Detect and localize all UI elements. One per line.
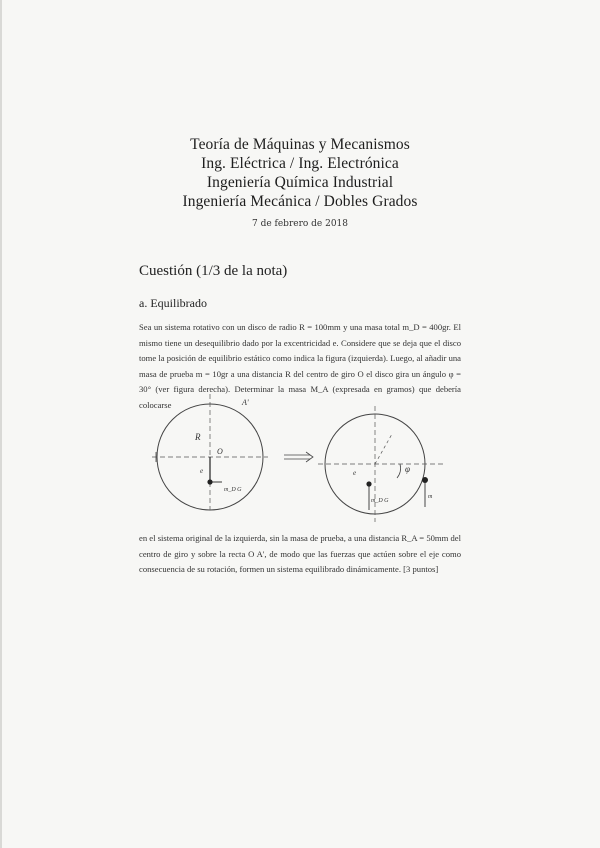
exam-date: 7 de febrero de 2018 xyxy=(251,219,349,229)
left-center-of-mass-dot xyxy=(207,479,212,484)
right-eccentricity-label: e xyxy=(353,469,357,477)
right-test-mass-dot xyxy=(422,477,428,483)
section-title: Cuestión (1/3 de la nota) xyxy=(139,263,288,279)
transition-arrow xyxy=(284,452,313,462)
exam-header xyxy=(0,135,600,229)
left-radius-label: R xyxy=(195,432,201,442)
header-line-3: Ingeniería Química Industrial xyxy=(206,174,394,191)
question-paragraph-1: Sea un sistema rotativo con un disco de radio R = 100mm y una masa total m_D = 400gr. El mismo tiene un desequilibrio dado por la excentricidad e. Considere que se deja que el disco tome la posición de equilibrio estático como indica la figura (izquierda). Luego, al añadir una masa de prueba m = 10gr a una distancia R del centro de giro O el disco gira un ángulo φ = 30° (ver figura derecha). Determinar la masa M_A (expresada en gramos) que debería colocarse xyxy=(139,322,461,410)
question-paragraph-2: en el sistema original de la izquierda, sin la masa de prueba, a una distancia R_A = 50mm del centro de giro y sobre la recta O A', de modo que las fuerzas que actúen sobre el eje como consecuencia de su rotación, formen un sistema equilibrado dinámicamente. [3 puntos] xyxy=(139,533,461,575)
header-line-4: Ingeniería Mecánica / Dobles Grados xyxy=(182,193,418,210)
right-rotated-line xyxy=(375,434,392,464)
right-center-of-mass-dot xyxy=(366,481,371,486)
header-line-1: Teoría de Máquinas y Mecanismos xyxy=(190,136,410,153)
subsection-title: a. Equilibrado xyxy=(139,296,207,310)
left-center-label: O xyxy=(217,447,223,456)
left-eccentricity-label: e xyxy=(200,467,204,475)
right-phi-label: φ xyxy=(405,464,410,474)
page-edge xyxy=(0,0,2,848)
left-disc-diagram xyxy=(152,394,268,510)
header-line-2: Ing. Eléctrica / Ing. Electrónica xyxy=(201,155,399,172)
right-test-mass-label: m xyxy=(428,494,433,500)
balancing-figure xyxy=(140,392,460,527)
right-disc-diagram xyxy=(318,406,444,522)
right-mass-label: m_D G xyxy=(371,498,389,504)
left-mass-label: m_D G xyxy=(224,487,242,493)
left-top-label: A' xyxy=(242,398,249,407)
right-angle-arc xyxy=(397,464,401,478)
